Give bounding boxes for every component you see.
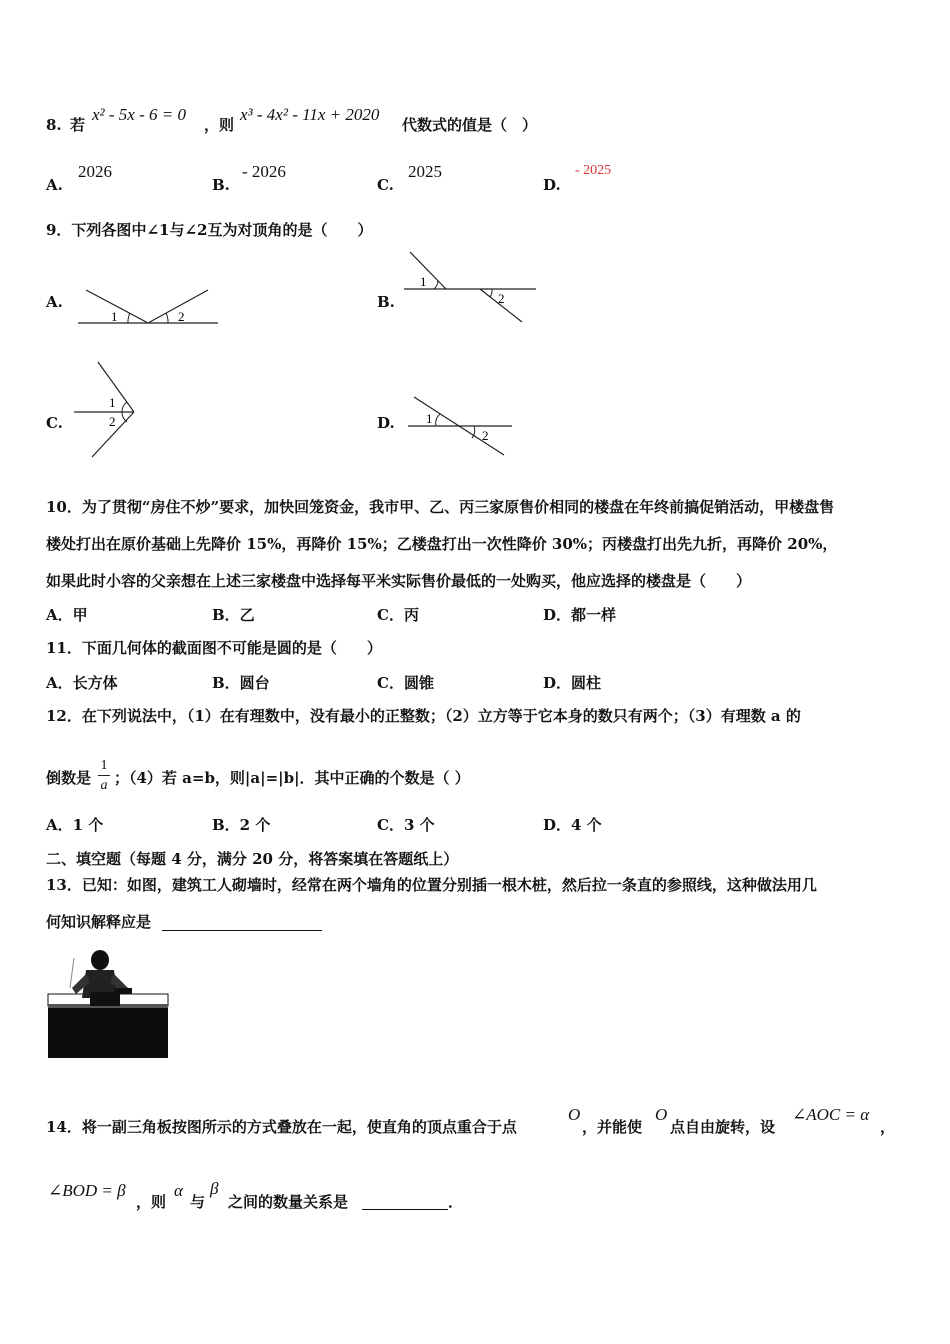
q11-option-a: A．长方体 [46,674,118,692]
q14-angle-bod: ∠BOD = β [48,1181,126,1200]
q12-fraction-bar [98,775,110,776]
q14-part1: 14．将一副三角板按图所示的方式叠放在一起，使直角的顶点重合于点 [46,1118,517,1136]
q14-point-o-2: O [655,1105,668,1124]
q9-figure-a [76,286,221,328]
q10-option-c: C．丙 [377,606,419,624]
q9-b-angle2: 2 [498,291,505,306]
q8-option-b-value: - 2026 [242,162,286,181]
q8-number: 8. [46,116,62,134]
q9-a-angle1: 1 [111,309,118,324]
q8-option-d-value: - 2025 [575,163,612,178]
q12-fraction-denominator: a [100,778,108,793]
q9-figure-c [72,360,140,460]
q13-line1: 13．已知：如图，建筑工人砌墙时，经常在两个墙角的位置分别插一根木桩，然后拉一条直的参照线，这种做法用几 [46,876,817,894]
q14-alpha: α [174,1181,183,1200]
q14-angle-aoc: ∠AOC = α [792,1105,870,1124]
q8-ze: ，则 [204,116,235,134]
q11-option-b: B．圆台 [212,674,270,692]
q14-end: ． [448,1193,464,1211]
q13-bricklayer-figure [46,948,170,1060]
q9-figure-b [402,250,542,326]
q9-a-angle2: 2 [178,309,185,324]
q8-option-c-letter: C. [377,176,394,194]
q9-d-angle1: 1 [426,411,433,426]
q12-option-b: B．2 个 [212,816,271,834]
q14-point-o-1: O [568,1105,581,1124]
q12-line2-end: ；（4）若 a=b，则|a|=|b|．其中正确的个数是（ ） [114,769,470,787]
q13-answer-blank[interactable] [162,930,322,931]
q12-line1: 12．在下列说法中，（1）在有理数中，没有最小的正整数；（2）立方等于它本身的数只有两个；（3）有理数 a 的 [46,707,801,725]
q12-option-a: A．1 个 [46,816,104,834]
q12-line2-start: 倒数是 [46,769,92,787]
q14-part4: ，则 [136,1193,167,1211]
q11-option-c: C．圆锥 [377,674,434,692]
q9-b-angle1: 1 [420,274,427,289]
q11-option-d: D．圆柱 [543,674,602,692]
q13-line2: 何知识解释应是 [46,913,152,931]
q8-expression: x³ - 4x² - 11x + 2020 [240,105,380,124]
q9-option-b: B. [377,293,395,311]
q12-fraction-numerator: 1 [100,758,108,773]
q14-part3: 点自由旋转，设 [670,1118,776,1136]
q12-option-c: C．3 个 [377,816,435,834]
q10-option-a: A．甲 [46,606,88,624]
q9-option-c: C. [46,414,63,432]
q9-option-a: A. [46,293,63,311]
q12-option-d: D．4 个 [543,816,602,834]
q14-part5: 与 [190,1193,206,1211]
q9-c-angle2: 2 [109,414,116,429]
q11-stem: 11．下面几何体的截面图不可能是圆的是（ ） [46,639,382,657]
q14-comma: ， [880,1118,896,1136]
q8-ruo: 若 [70,116,86,134]
q8-option-d-letter: D. [543,176,561,194]
q8-option-a-letter: A. [46,176,63,194]
q9-d-angle2: 2 [482,428,489,443]
q9-figure-d [404,393,516,459]
q9-stem: 9．下列各图中∠1与∠2互为对顶角的是（ ） [46,221,373,239]
q8-option-b-letter: B. [212,176,230,194]
q9-option-d: D. [377,414,395,432]
q10-line2: 楼处打出在原价基础上先降价 15%，再降价 15%；乙楼盘打出一次性降价 30%；丙楼盘打出先九折，再降价 20%， [46,535,838,553]
q14-beta: β [210,1179,219,1198]
q8-condition: x² - 5x - 6 = 0 [92,105,186,124]
q10-option-b: B．乙 [212,606,255,624]
q14-part6: 之间的数量关系是 [228,1193,349,1211]
q9-c-angle1: 1 [109,395,116,410]
q10-line3: 如果此时小容的父亲想在上述三家楼盘中选择每平米实际售价最低的一处购买，他应选择的楼盘是（ ） [46,572,752,590]
q8-option-a-value: 2026 [78,162,112,181]
q8-tail: 代数式的值是（ ） [402,116,538,134]
q14-part2: ，并能使 [582,1118,643,1136]
section-2-heading: 二、填空题（每题 4 分，满分 20 分，将答案填在答题纸上） [46,850,459,868]
q14-answer-blank[interactable] [362,1209,448,1210]
q10-line1: 10．为了贯彻“房住不炒”要求，加快回笼资金，我市甲、乙、丙三家原售价相同的楼盘在年终前搞促销活动，甲楼盘售 [46,498,835,516]
q8-option-c-value: 2025 [408,162,442,181]
q10-option-d: D．都一样 [543,606,617,624]
